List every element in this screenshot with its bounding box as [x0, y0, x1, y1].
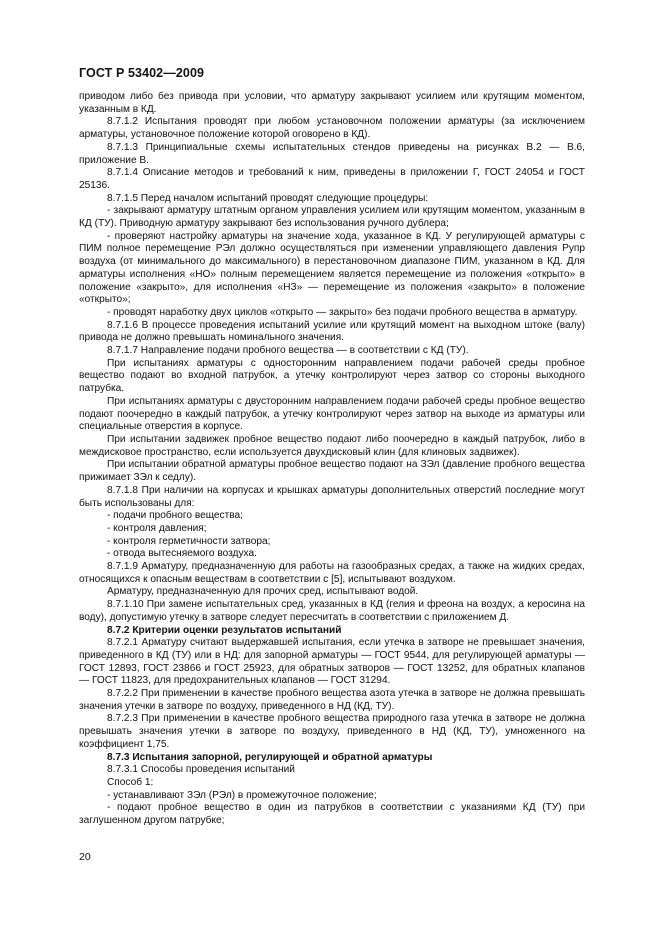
- paragraph: Арматуру, предназначенную для прочих сред, испытывают водой.: [107, 586, 419, 598]
- paragraph: 8.7.1.7 Направление подачи пробного вещества — в соответствии с КД (ТУ).: [107, 345, 469, 357]
- paragraph: При испытаниях арматуры с двусторонним направлением подачи рабочей среды пробное вещество подают поочередно в каждый патрубок, а утечку контролируют через затвор на выходе из арматуры или специальные отверстия в корпусе.: [79, 395, 585, 433]
- paragraph: - устанавливают ЗЭл (РЭл) в промежуточное положение;: [107, 789, 377, 801]
- paragraph: При испытании задвижек пробное вещество подают либо поочередно в каждый патрубок, либо в междисковое пространство, если используется двухдисковый клин (для клиновых задвижек).: [79, 433, 585, 458]
- section-heading: 8.7.2 Критерии оценки результатов испытаний: [107, 624, 342, 636]
- paragraph: 8.7.2.2 При применении в качестве пробного вещества азота утечка в затворе не должна превышать значения утечки в затворе по воздуху, приведенного в НД (КД, ТУ).: [79, 688, 585, 712]
- paragraph: 8.7.3.1 Способы проведения испытаний: [107, 764, 295, 776]
- paragraph: 8.7.1.3 Принципиальные схемы испытательных стендов приведены на рисунках В.2 — В.6, приложение В.: [79, 141, 585, 166]
- paragraph: - контроля давления;: [107, 522, 207, 534]
- page-header-standard-title: ГОСТ Р 53402—2009: [79, 66, 205, 80]
- paragraph: приводом либо без привода при условии, что арматуру закрывают усилием или крутящим моментом, указанным в КД.: [79, 91, 585, 115]
- section-heading: 8.7.3 Испытания запорной, регулирующей и обратной арматуры: [107, 751, 433, 763]
- paragraph: - проводят наработку двух циклов «открыто — закрыто» без подачи пробного вещества в арматуру.: [107, 306, 578, 318]
- paragraph: 8.7.2.3 При применении в качестве пробного вещества природного газа утечка в затворе не должна превышать значения утечки в затворе по воздуху, приведенного в НД (КД, ТУ), умноженного на коэффициент 1,75.: [79, 713, 585, 750]
- paragraph: 8.7.1.2 Испытания проводят при любом установочном положении арматуры (за исключением арматуры, установочное положение которой оговорено в КД).: [79, 116, 585, 141]
- paragraph: 8.7.2.1 Арматуру считают выдержавшей испытания, если утечка в затворе не превышает значения, приведенного в КД (ТУ) или в НД: для запорной арматуры — ГОСТ 9544, для регулирующей арматуры — ГОСТ 12893, ГОСТ 23866 и ГОСТ 25923, для обратных затворов — ГОСТ 13252, для обратных клапанов — ГОСТ 11823, для предохранительных клапанов — ГОСТ 31294.: [79, 637, 585, 687]
- paragraph: При испытании обратной арматуры пробное вещество подают на ЗЭл (давление пробного вещества прижимает ЗЭл к седлу).: [79, 459, 585, 484]
- paragraph: - проверяют настройку арматуры на значение хода, указанное в КД. У регулирующей арматуры с ПИМ полное перемещение РЭл должно осуществляться при изменении управляющего давления Pупр воздуха (от минимального до максимального) в перестановочном диапазоне ПИМ, указанном в КД. Для арматуры исполнения «НО» полным перемещением является перемещение из положения «открыто» в положение «закрыто», для исполнения «НЗ» — перемещение из положения «закрыто» в положение «открыто»;: [79, 230, 585, 306]
- paragraph: 8.7.1.5 Перед началом испытаний проводят следующие процедуры:: [107, 192, 429, 204]
- paragraph: - контроля герметичности затвора;: [107, 535, 271, 547]
- paragraph: 8.7.1.9 Арматуру, предназначенную для работы на газообразных средах, а также на жидких средах, относящихся к опасным веществам в соответствии с [5], испытывают воздухом.: [79, 561, 585, 585]
- paragraph: - подают пробное вещество в один из патрубков в соответствии с указаниями КД (ТУ) при заглушенном другом патрубке;: [79, 802, 585, 827]
- page-number: 20: [79, 851, 91, 863]
- paragraph: При испытаниях арматуры с односторонним направлением подачи рабочей среды пробное вещество подают во входной патрубок, а утечку контролируют через затвор со стороны выходного патрубка.: [79, 357, 585, 395]
- document-body: [79, 91, 585, 828]
- paragraph: - подачи пробного вещества;: [107, 510, 243, 522]
- paragraph: - закрывают арматуру штатным органом управления усилием или крутящим моментом, указанным в КД (ТУ). Приводную арматуру закрывают без использования ручного дублера;: [79, 205, 585, 230]
- paragraph: Способ 1:: [107, 776, 154, 788]
- paragraph: 8.7.1.6 В процессе проведения испытаний усилие или крутящий момент на выходном штоке (валу) привода не должно превышать номинального значения.: [79, 319, 585, 344]
- paragraph: 8.7.1.8 При наличии на корпусах и крышках арматуры дополнительных отверстий последние могут быть использованы для:: [79, 484, 585, 509]
- paragraph: 8.7.1.4 Описание методов и требований к ним, приведены в приложении Г, ГОСТ 24054 и ГОСТ 25136.: [79, 167, 585, 191]
- paragraph: 8.7.1.10 При замене испытательных сред, указанных в КД (гелия и фреона на воздух, а керосина на воду), допустимую утечку в затворе следует пересчитать в соответствии с приложением Д.: [79, 599, 585, 623]
- paragraph: - отвода вытесняемого воздуха.: [107, 548, 257, 560]
